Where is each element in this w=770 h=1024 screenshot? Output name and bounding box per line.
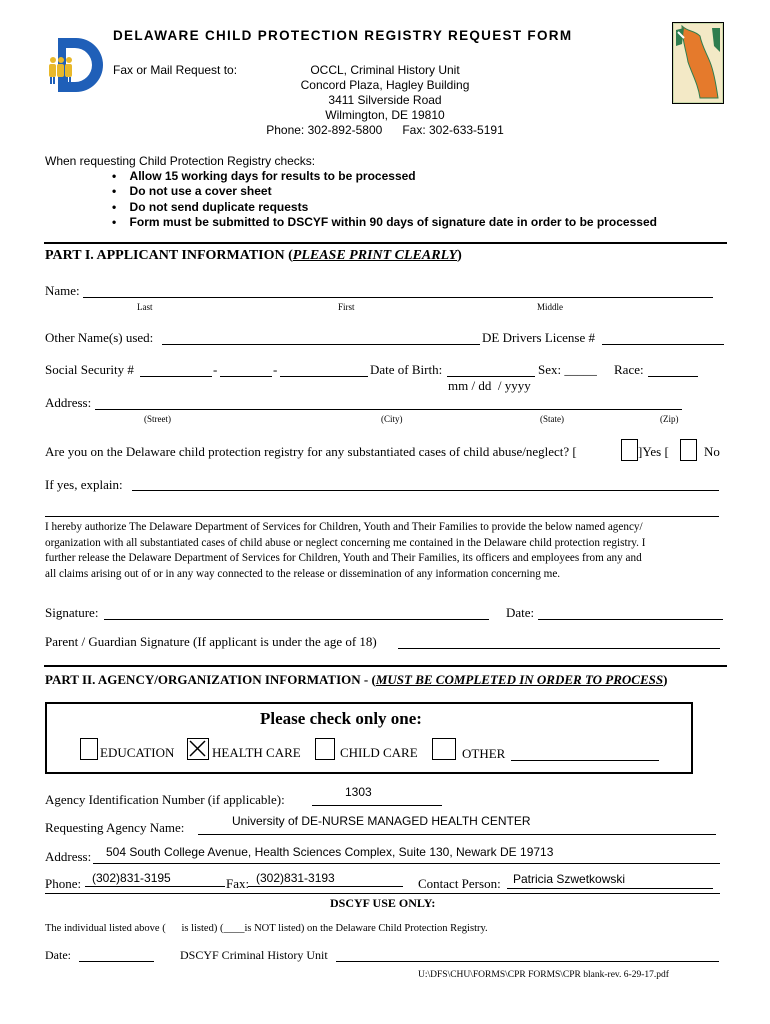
dscyf-heading: DSCYF USE ONLY: bbox=[330, 896, 436, 910]
address-label: Address: bbox=[45, 395, 92, 410]
fax-field[interactable] bbox=[248, 886, 403, 887]
race-label: Race: bbox=[614, 362, 644, 377]
ssn-label: Social Security # bbox=[45, 362, 134, 377]
instructions-list bbox=[112, 169, 657, 230]
dscyf-date-label: Date: bbox=[45, 948, 71, 962]
child-care-checkbox[interactable] bbox=[315, 738, 335, 760]
address-line: Wilmington, DE 19810 bbox=[325, 108, 445, 122]
authorization-text bbox=[45, 520, 646, 582]
race-field[interactable] bbox=[648, 376, 698, 377]
other-names-label: Other Name(s) used: bbox=[45, 330, 154, 345]
instruction-bullet: • Allow 15 working days for results to be processed bbox=[112, 169, 416, 183]
check-x-icon bbox=[188, 739, 207, 758]
contact-person-value[interactable]: Patricia Szwetkowski bbox=[513, 872, 626, 886]
yes-label: ]Yes [ bbox=[638, 444, 669, 459]
address-sub-street: (Street) bbox=[144, 414, 171, 424]
part1-heading: PART I. APPLICANT INFORMATION (PLEASE PRINT CLEARLY) bbox=[45, 248, 462, 263]
ssn-field-1[interactable] bbox=[140, 376, 212, 377]
address-line: OCCL, Criminal History Unit bbox=[310, 63, 460, 77]
address-line: Phone: 302-892-5800 Fax: 302-633-5191 bbox=[266, 123, 504, 137]
dscyf-date-field[interactable] bbox=[79, 961, 154, 962]
agency-id-field[interactable] bbox=[312, 805, 442, 806]
address-field[interactable] bbox=[95, 409, 682, 410]
requesting-agency-label: Requesting Agency Name: bbox=[45, 820, 185, 835]
name-sub-middle: Middle bbox=[537, 302, 563, 312]
dob-label: Date of Birth: bbox=[370, 362, 443, 377]
authorization-line: all claims arising out of or in any way connected to the release or dissemination of any information concerning me. bbox=[45, 567, 561, 580]
child-care-label: CHILD CARE bbox=[340, 745, 418, 760]
fax-mail-label: Fax or Mail Request to: bbox=[113, 63, 238, 77]
ssn-field-3[interactable] bbox=[280, 376, 368, 377]
ssn-field-2[interactable] bbox=[220, 376, 272, 377]
agency-address-label: Address: bbox=[45, 849, 92, 864]
delaware-logo bbox=[44, 36, 104, 94]
signature-field[interactable] bbox=[104, 619, 489, 620]
mailing-address bbox=[250, 63, 520, 138]
authorization-line: I hereby authorize The Delaware Department of Services for Children, Youth and Their Families to provide the below named agency/ bbox=[45, 521, 643, 533]
address-sub-city: (City) bbox=[381, 414, 403, 424]
other-checkbox[interactable] bbox=[432, 738, 456, 760]
instruction-bullet: • Do not send duplicate requests bbox=[112, 199, 309, 214]
date-label: Date: bbox=[506, 605, 535, 620]
divider bbox=[44, 242, 727, 244]
explain-field-2[interactable] bbox=[45, 516, 719, 517]
education-checkbox[interactable] bbox=[80, 738, 98, 760]
name-sub-first: First bbox=[338, 302, 355, 312]
fax-label: Fax: bbox=[226, 876, 250, 891]
contact-person-label: Contact Person: bbox=[418, 876, 501, 891]
authorization-line: further release the Delaware Department of Services for Children, Youth and Their Families, its officers and employees from any and bbox=[45, 552, 642, 564]
address-line: Concord Plaza, Hagley Building bbox=[300, 78, 470, 92]
other-names-field[interactable] bbox=[162, 344, 480, 345]
sex-label: Sex: _____ bbox=[538, 362, 597, 377]
other-field[interactable] bbox=[511, 760, 659, 761]
requesting-agency-value[interactable]: University of DE-NURSE MANAGED HEALTH CENTER bbox=[232, 814, 531, 828]
dob-format-hint: mm / dd / yyyy bbox=[448, 378, 531, 393]
instruction-bullet: • Do not use a cover sheet bbox=[112, 184, 272, 199]
agency-address-value[interactable]: 504 South College Avenue, Health Sciences Complex, Suite 130, Newark DE 19713 bbox=[106, 845, 554, 859]
instructions-intro: When requesting Child Protection Registry checks: bbox=[45, 154, 316, 168]
part2-heading: PART II. AGENCY/ORGANIZATION INFORMATION - (MUST BE COMPLETED IN ORDER TO PROCESS) bbox=[45, 672, 668, 687]
dscyf-listed-text: The individual listed above ( is listed) (____is NOT listed) on the Delaware Child Protection Registry. bbox=[45, 923, 488, 934]
address-sub-state: (State) bbox=[540, 414, 564, 424]
delaware-map-emblem bbox=[672, 22, 724, 104]
registry-question: Are you on the Delaware child protection registry for any substantiated cases of child abuse/neglect? [ bbox=[45, 444, 577, 459]
agency-address-field[interactable] bbox=[93, 863, 720, 864]
agency-id-value[interactable]: 1303 bbox=[345, 785, 372, 799]
name-field[interactable] bbox=[83, 297, 713, 298]
dscyf-unit-field[interactable] bbox=[336, 961, 719, 962]
other-label: OTHER bbox=[462, 746, 506, 761]
signature-label: Signature: bbox=[45, 605, 99, 620]
address-sub-zip: (Zip) bbox=[660, 414, 679, 424]
education-label: EDUCATION bbox=[100, 745, 175, 760]
de-license-field[interactable] bbox=[602, 344, 724, 345]
divider bbox=[44, 665, 727, 667]
no-label: No bbox=[704, 444, 720, 459]
health-care-checkbox[interactable] bbox=[187, 738, 209, 760]
name-sub-last: Last bbox=[137, 302, 153, 312]
dscyf-unit-label: DSCYF Criminal History Unit bbox=[180, 948, 328, 962]
no-checkbox[interactable] bbox=[680, 439, 697, 461]
address-line: 3411 Silverside Road bbox=[328, 93, 442, 107]
yes-checkbox[interactable] bbox=[621, 439, 638, 461]
ssn-dash: - bbox=[213, 362, 218, 377]
footer-file-path: U:\DFS\CHU\FORMS\CPR FORMS\CPR blank-rev. 6-29-17.pdf bbox=[418, 970, 669, 980]
dscyf-box-top bbox=[45, 893, 720, 894]
de-license-label: DE Drivers License # bbox=[482, 330, 595, 345]
phone-label: Phone: bbox=[45, 876, 82, 891]
guardian-signature-label: Parent / Guardian Signature (If applicant is under the age of 18) bbox=[45, 634, 377, 649]
form-title: DELAWARE CHILD PROTECTION REGISTRY REQUEST FORM bbox=[113, 28, 573, 43]
requesting-agency-field[interactable] bbox=[198, 834, 716, 835]
ssn-dash: - bbox=[273, 362, 278, 377]
explain-label: If yes, explain: bbox=[45, 477, 123, 492]
health-care-label: HEALTH CARE bbox=[212, 745, 301, 760]
fax-value[interactable]: (302)831-3193 bbox=[256, 871, 335, 885]
date-field[interactable] bbox=[538, 619, 723, 620]
phone-value[interactable]: (302)831-3195 bbox=[92, 871, 171, 885]
instruction-bullet: • Form must be submitted to DSCYF within 90 days of signature date in order to be processed bbox=[112, 214, 657, 229]
name-label: Name: bbox=[45, 283, 80, 298]
authorization-line: organization with all substantiated cases of child abuse or neglect concerning me contained in the Delaware child protection registry. I bbox=[45, 536, 646, 549]
explain-field-1[interactable] bbox=[132, 490, 719, 491]
guardian-signature-field[interactable] bbox=[398, 648, 720, 649]
check-title: Please check only one: bbox=[260, 709, 422, 728]
contact-person-field[interactable] bbox=[507, 888, 713, 889]
dob-field[interactable] bbox=[447, 376, 535, 377]
phone-field[interactable] bbox=[85, 886, 225, 887]
agency-id-label: Agency Identification Number (if applicable): bbox=[45, 792, 285, 807]
